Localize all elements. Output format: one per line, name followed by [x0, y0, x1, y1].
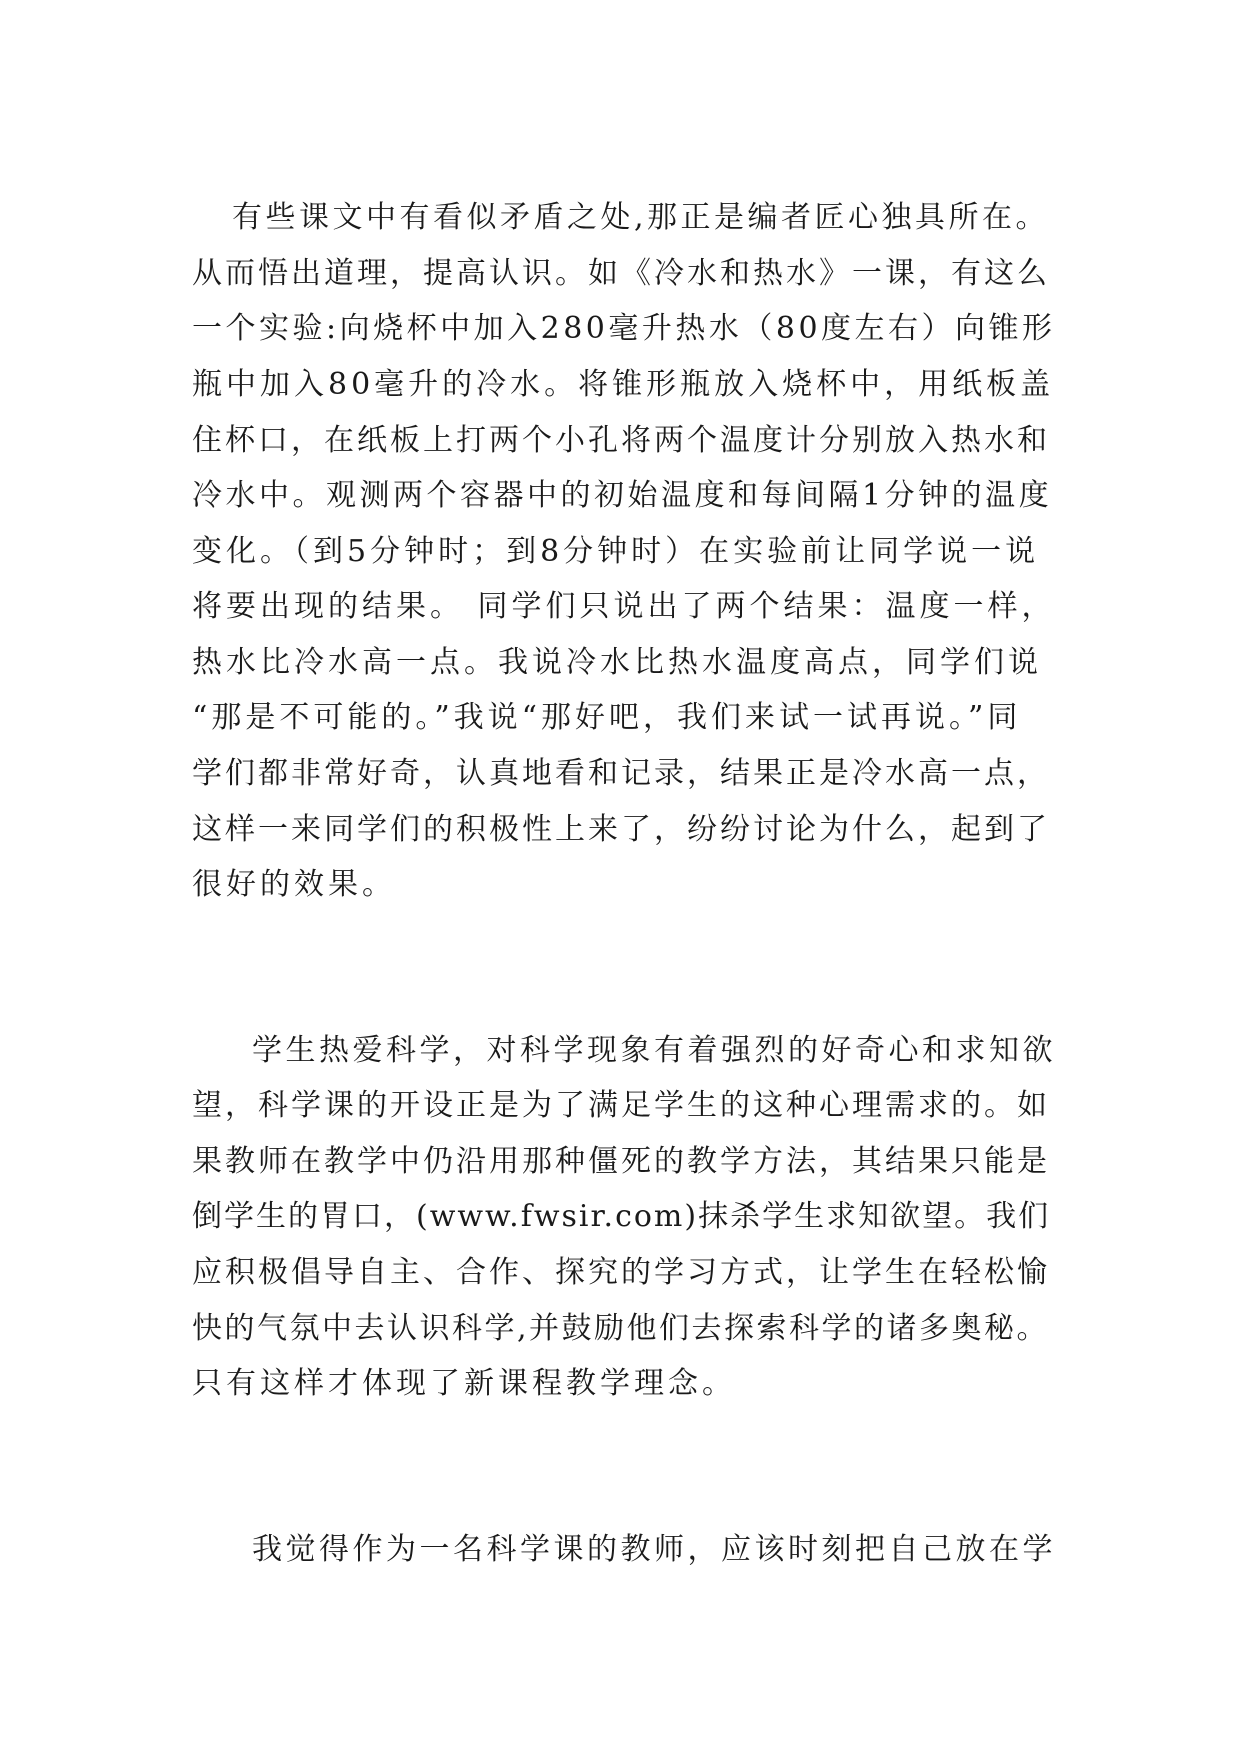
- paragraph-line: 我觉得作为一名科学课的教师，应该时刻把自己放在学: [252, 1532, 1056, 1567]
- paragraph-line: “那是不可能的。”我说“那好吧，我们来试一试再说。”同: [192, 700, 1022, 735]
- paragraph-line: 果教师在教学中仍沿用那种僵死的教学方法，其结果只能是: [192, 1144, 1050, 1179]
- paragraph-line: 应积极倡导自主、合作、探究的学习方式，让学生在轻松愉: [192, 1255, 1050, 1290]
- paragraph-line: 这样一来同学们的积极性上来了，纷纷讨论为什么，起到了: [192, 812, 1050, 847]
- paragraph-line: 有些课文中有看似矛盾之处,那正是编者匠心独具所在。: [232, 200, 1050, 235]
- paragraph-line: 冷水中。观测两个容器中的初始温度和每间隔1分钟的温度: [192, 478, 1053, 513]
- paragraph-line: 只有这样才体现了新课程教学理念。: [192, 1366, 736, 1401]
- paragraph-line: 学生热爱科学，对科学现象有着强烈的好奇心和求知欲: [252, 1033, 1056, 1068]
- paragraph-line: 学们都非常好奇，认真地看和记录，结果正是冷水高一点，: [192, 756, 1050, 791]
- paragraph-line: 住杯口，在纸板上打两个小孔将两个温度计分别放入热水和: [192, 423, 1050, 458]
- paragraph-line: 倒学生的胃口，(www.fwsir.com)抹杀学生求知欲望。我们: [192, 1199, 1051, 1234]
- paragraph-line: 将要出现的结果。 同学们只说出了两个结果：温度一样，: [192, 589, 1056, 624]
- paragraph-line: 望，科学课的开设正是为了满足学生的这种心理需求的。如: [192, 1088, 1050, 1123]
- paragraph-line: 变化。（到5分钟时；到8分钟时）在实验前让同学说一说: [192, 534, 1040, 569]
- paragraph-line: 从而悟出道理，提高认识。如《冷水和热水》一课，有这么: [192, 256, 1050, 291]
- paragraph-line: 快的气氛中去认识科学,并鼓励他们去探索科学的诸多奥秘。: [192, 1311, 1050, 1346]
- paragraph-line: 很好的效果。: [192, 867, 396, 902]
- paragraph-line: 热水比冷水高一点。我说冷水比热水温度高点，同学们说: [192, 645, 1042, 680]
- paragraph-line: 一个实验:向烧杯中加入280毫升热水（80度左右）向锥形: [192, 311, 1056, 346]
- paragraph-line: 瓶中加入80毫升的冷水。将锥形瓶放入烧杯中，用纸板盖: [192, 367, 1055, 402]
